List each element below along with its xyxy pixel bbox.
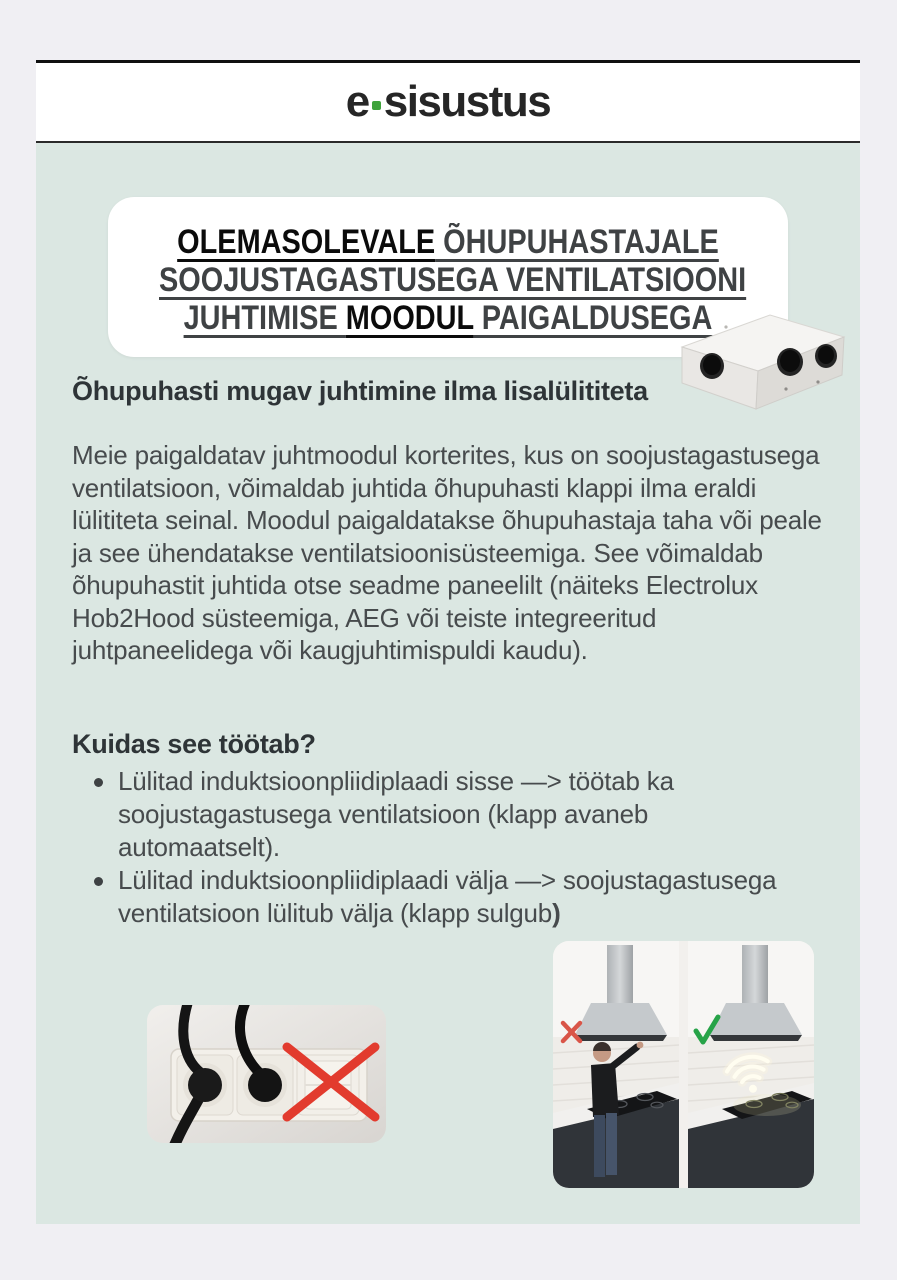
title-line-1: [159, 223, 737, 261]
ventilation-unit-image: [668, 309, 852, 413]
bullet-bold-suffix: ): [552, 898, 561, 928]
title-word: ÕHUPUHASTAJALE: [435, 223, 719, 261]
outlet-crossed-switch-image: [147, 1005, 386, 1143]
list-item: [72, 765, 816, 864]
title-line-2: [159, 261, 747, 299]
bullet-text: Lülitad induktsioonpliidiplaadi välja —> soojustagastusega ventilatsioon lülitub välja (klapp sulgub: [118, 865, 777, 928]
title-strong-word: MOODUL: [345, 299, 474, 337]
list-item: [72, 864, 816, 930]
content-area: [36, 143, 860, 1224]
how-it-works-list: [72, 765, 816, 930]
title-line-3: [159, 299, 737, 337]
document-sheet: [36, 60, 860, 1226]
kitchen-comparison-image: [553, 941, 814, 1188]
intro-paragraph: Meie paigaldatav juhtmoodul korterites, kus on soojustagastusega ventilatsioon, võimaldab juhtida õhupuhasti klappi ilma eraldi lülititeta seinal. Moodul paigaldatakse õhupuhastaja taha või peale ja see ühendatakse ventilatsioonisüsteemiga. See võimaldab õhupuhastit juhtida otse seadme paneelilt (näiteks Electrolux Hob2Hood süsteemiga, AEG või teiste integreeritud juhtpaneelidega või kaugjuhtimispuldi kaudu).: [72, 440, 822, 665]
how-it-works-heading: Kuidas see töötab?: [72, 729, 316, 759]
bullet-text: Lülitad induktsioonpliidiplaadi sisse —> töötab ka soojustagastusega ventilatsioon (klapp avaneb automaatselt).: [118, 766, 674, 862]
logo-suffix: sisustus: [383, 77, 551, 126]
title-word: JUHTIMISE: [183, 299, 346, 337]
title-strong-word: OLEMASOLEVALE: [177, 223, 436, 261]
logo-dot-icon: [372, 101, 381, 110]
logo-prefix: e: [345, 77, 369, 126]
title-word: PAIGALDUSEGA: [473, 299, 713, 337]
manual-control-panel: [553, 941, 679, 1188]
automatic-control-panel: [688, 941, 814, 1188]
title-word: SOOJUSTAGASTUSEGA VENTILATSIOONI: [159, 261, 747, 299]
subtitle: Õhupuhasti mugav juhtimine ilma lisalülititeta: [72, 376, 648, 406]
e-sisustus-logo: [346, 77, 551, 127]
header-bar: [36, 60, 860, 143]
